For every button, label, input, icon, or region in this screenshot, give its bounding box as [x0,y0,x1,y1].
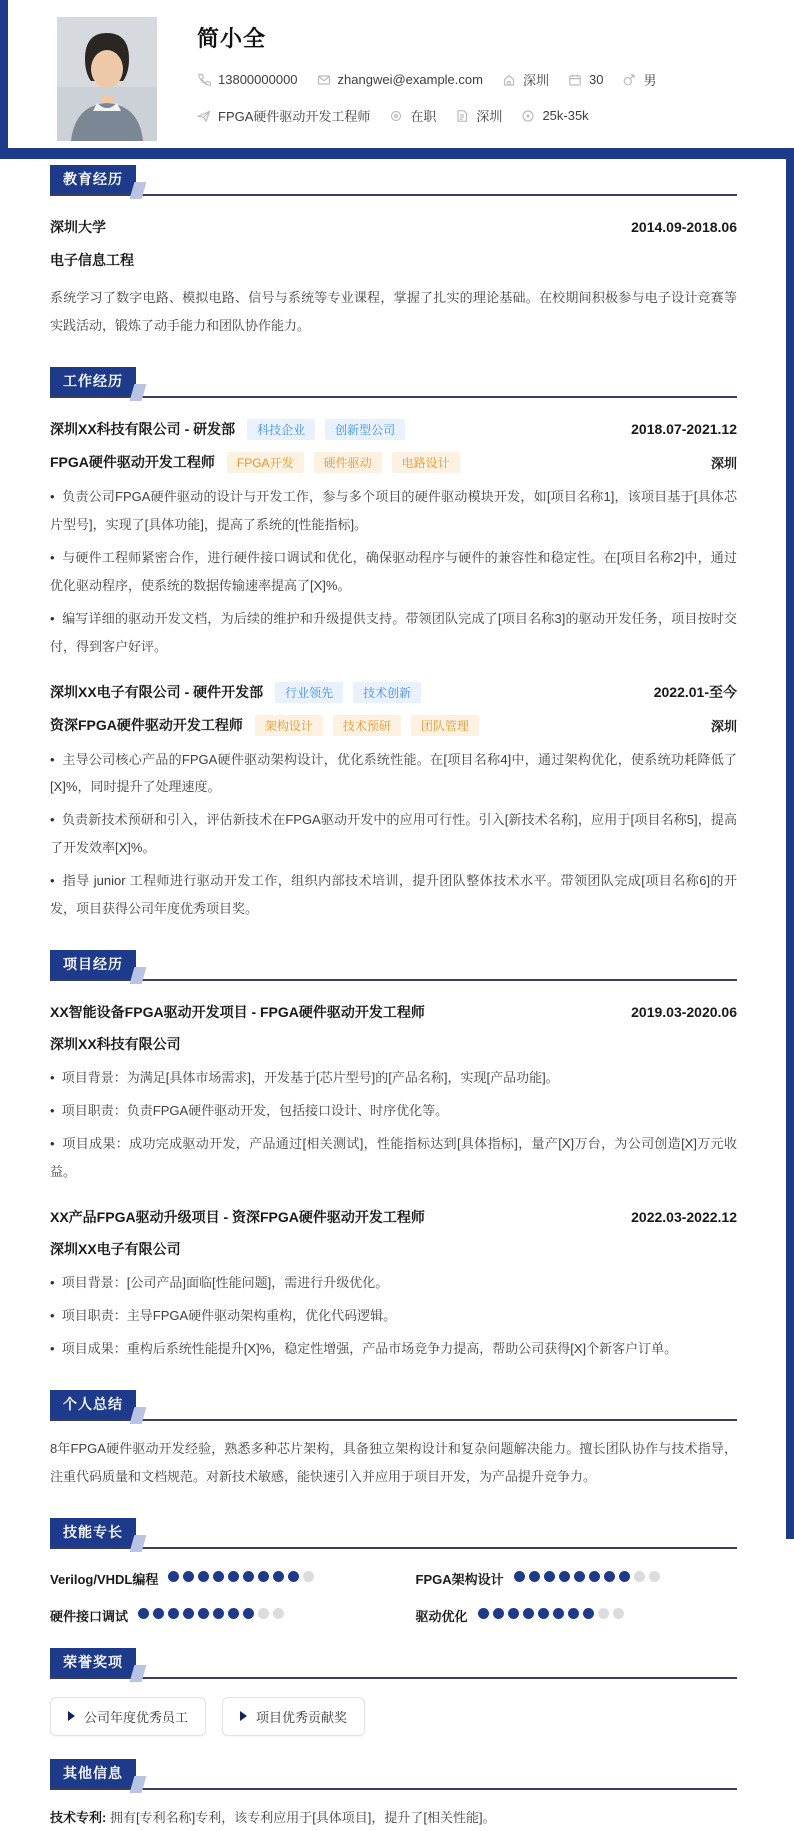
award-button[interactable] [50,1697,206,1736]
section-work [50,367,737,923]
company-tag: 创新型公司 [325,419,405,440]
gender-value: 男 [643,73,657,88]
age-item [568,72,603,87]
education-description: 系统学习了数字电路、模拟电路、信号与系统等专业课程，掌握了扎实的理论基础。在校期间积极参与电子设计竞赛等实践活动，锻炼了动手能力和团队协作能力。 [50,290,737,333]
award-button[interactable] [222,1697,365,1736]
education-date: 2014.09-2018.06 [631,219,737,235]
skill-item [50,1606,372,1625]
skill-level-dots [138,1606,288,1624]
phone-item [197,72,298,87]
contact-row-1 [197,70,675,89]
email-icon [317,73,331,87]
education-entry [50,217,737,237]
company-tag: 行业领先 [275,682,343,703]
section-badge: 技能专长 [50,1518,136,1547]
position-tag: 团队管理 [411,715,479,736]
city-icon [455,109,469,123]
salary-value: 25k-35k [542,108,589,123]
frame-left-stripe [0,0,8,150]
section-head-other [50,1759,737,1790]
project-bullet: • 项目成果：成功完成驱动开发，产品通过[相关测试]，性能指标达到[具体指标]，量产[X]万台，为公司创造[X]万元收益。 [50,1130,737,1186]
position-tag: 电路设计 [392,452,460,473]
project-bullet: • 项目职责：负责FPGA硬件驱动开发，包括接口设计、时序优化等。 [50,1097,737,1125]
status-icon [389,109,403,123]
salary-icon [521,109,535,123]
status-value: 在职 [410,109,437,124]
section-head-education [50,165,737,196]
play-triangle-icon [240,1711,247,1721]
resume-header [0,0,794,148]
salary-item [521,108,588,123]
city-value: 深圳 [476,109,503,124]
gender-item [622,70,656,89]
job-bullet: • 与硬件工程师紧密合作，进行硬件接口调试和优化，确保驱动程序与硬件的兼容性和稳定性。在[项目名称2]中，通过优化驱动程序，使系统的数据传输速率提高了[X]%。 [50,544,737,600]
skill-label: Verilog/VHDL编程 [50,1571,159,1587]
company-tag: 科技企业 [247,419,315,440]
age-icon [568,73,582,87]
position-tag: FPGA开发 [227,452,304,473]
awards-list [50,1697,737,1736]
project-bullet: • 项目背景：为满足[具体市场需求]，开发基于[芯片型号]的[产品名称]，实现[产品功能]。 [50,1064,737,1092]
company-name: 深圳XX科技有限公司 - 研发部 [50,421,236,438]
section-head-awards [50,1648,737,1679]
job-date: 2018.07-2021.12 [631,421,737,438]
award-label: 公司年度优秀员工 [84,1709,189,1725]
project-bullet: • 项目成果：重构后系统性能提升[X]%，稳定性增强，产品市场竞争力提高，帮助公司获得[X]个新客户订单。 [50,1335,737,1363]
job-entry [50,682,737,924]
position-value: FPGA硬件驱动开发工程师 [218,109,371,124]
section-projects [50,950,737,1363]
play-triangle-icon [68,1711,75,1721]
job-bullet: • 负责公司FPGA硬件驱动的设计与开发工作，参与多个项目的硬件驱动模块开发，如[项目名称1]，该项目基于[具体芯片型号]，实现了[具体功能]，提高了系统的[性能指标]。 [50,483,737,539]
major-row [50,250,737,270]
section-head-summary [50,1390,737,1421]
section-awards [50,1648,737,1736]
skill-level-dots [168,1569,318,1587]
job-city: 深圳 [710,455,737,471]
location-item [502,70,549,89]
job-bullet: • 主导公司核心产品的FPGA硬件驱动架构设计，优化系统性能。在[项目名称4]中，通过架构优化，使系统功耗降低了[X]%，同时提升了处理速度。 [50,746,737,802]
email-item [317,72,483,87]
company-tag: 技术创新 [353,682,421,703]
section-badge: 工作经历 [50,367,136,396]
section-badge: 教育经历 [50,165,136,194]
award-label: 项目优秀贡献奖 [256,1709,348,1725]
skill-level-dots [478,1606,628,1624]
school-name: 深圳大学 [50,219,106,235]
job-bullet: • 负责新技术预研和引入，评估新技术在FPGA驱动开发中的应用可行性。引入[新技术名称]，应用于[项目名称5]，提高了开发效率[X]%。 [50,806,737,862]
skill-label: 硬件接口调试 [50,1608,129,1624]
project-entry [50,1002,737,1186]
position-icon [197,109,211,123]
skill-label: FPGA架构设计 [415,1571,504,1587]
skill-level-dots [514,1569,664,1587]
job-title: FPGA硬件驱动开发工程师 [50,454,215,471]
project-bullet: • 项目背景：[公司产品]面临[性能问题]，需进行升级优化。 [50,1269,737,1297]
project-company: 深圳XX科技有限公司 [50,1036,181,1053]
age-value: 30 [588,72,604,87]
project-entry [50,1207,737,1363]
project-name: XX智能设备FPGA驱动开发项目 - FPGA硬件驱动开发工程师 [50,1004,425,1021]
project-date: 2022.03-2022.12 [631,1208,737,1225]
location-icon [502,73,516,87]
project-name: XX产品FPGA驱动升级项目 - 资深FPGA硬件驱动开发工程师 [50,1208,425,1225]
position-item [197,106,370,125]
position-tag: 技术预研 [333,715,401,736]
location-value: 深圳 [522,73,549,88]
gender-icon [622,73,636,87]
skill-item [416,1606,738,1625]
section-badge: 项目经历 [50,950,136,979]
candidate-name: 简小全 [197,26,267,51]
section-skills [50,1518,737,1625]
skills-grid [50,1569,737,1625]
company-name: 深圳XX电子有限公司 - 硬件开发部 [50,684,264,700]
summary-text: 8年FPGA硬件驱动开发经验，熟悉多种芯片架构，具备独立架构设计和复杂问题解决能力。擅长团队协作与技术指导，注重代码质量和文档规范。对新技术敏感，能快速引入并应用于项目开发，为产品提升竞争力。 [50,1440,737,1484]
major-name: 电子信息工程 [50,252,134,268]
section-badge: 个人总结 [50,1390,136,1419]
section-head-skills [50,1518,737,1549]
project-bullet: • 项目职责：主导FPGA硬件驱动架构重构，优化代码逻辑。 [50,1302,737,1330]
patent-line [50,1805,737,1831]
section-badge: 其他信息 [50,1759,136,1788]
city-item [455,106,502,125]
contact-row-2 [197,106,675,125]
skill-item [416,1569,738,1588]
job-entry [50,419,737,661]
section-badge: 荣誉奖项 [50,1648,136,1677]
section-other [50,1759,737,1831]
avatar [57,17,157,141]
email-value: zhangwei@example.com [337,72,483,87]
job-title: 资深FPGA硬件驱动开发工程师 [50,717,243,733]
phone-icon [197,73,211,87]
frame-right-stripe [786,155,794,1539]
skill-label: 驱动优化 [415,1608,468,1624]
project-company: 深圳XX电子有限公司 [50,1240,181,1257]
section-head-projects [50,950,737,981]
section-education [50,165,737,340]
phone-value: 13800000000 [218,72,298,87]
project-date: 2019.03-2020.06 [631,1004,737,1021]
header-divider-bar [0,148,794,159]
section-summary [50,1390,737,1491]
position-tag: 硬件驱动 [314,452,382,473]
position-tag: 架构设计 [255,715,323,736]
patent-text: 拥有[专利名称]专利，该专利应用于[具体项目]，提升了[相关性能]。 [109,1809,496,1825]
status-item [389,106,436,125]
job-bullet: • 指导 junior 工程师进行驱动开发工作，组织内部技术培训，提升团队整体技术水平。带领团队完成[项目名称6]的开发，项目获得公司年度优秀项目奖。 [50,867,737,923]
job-bullet: • 编写详细的驱动开发文档，为后续的维护和升级提供支持。带领团队完成了[项目名称3]的驱动开发任务，项目按时交付，得到客户好评。 [50,605,737,661]
skill-item [50,1569,372,1588]
job-date: 2022.01-至今 [653,684,737,700]
section-head-work [50,367,737,398]
patent-label: 技术专利: [50,1809,107,1825]
job-city: 深圳 [710,718,737,734]
